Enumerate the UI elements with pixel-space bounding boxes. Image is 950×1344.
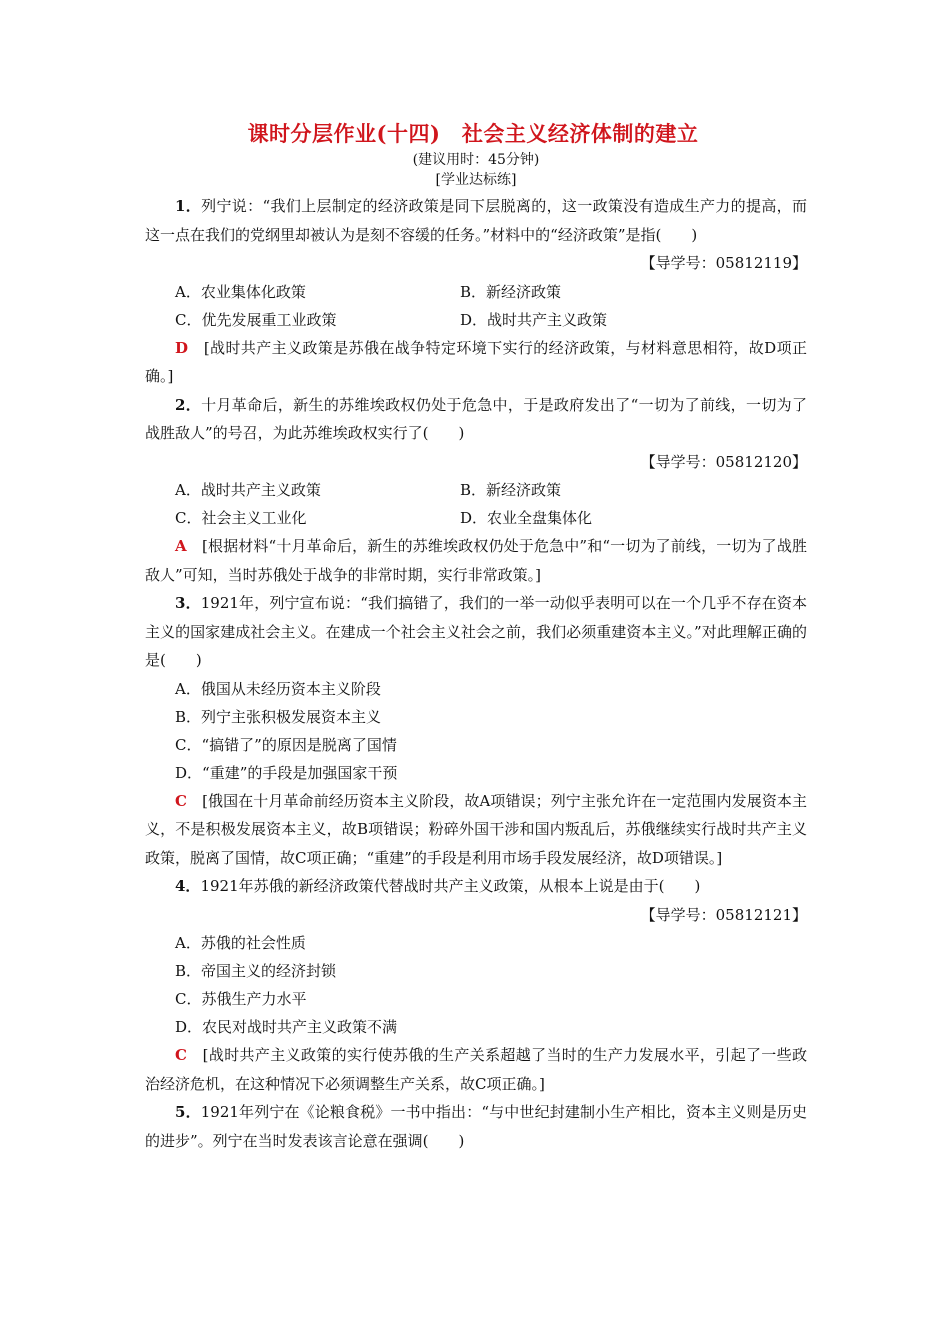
option-c: C．苏俄生产力水平 — [175, 990, 307, 1008]
question-3 — [145, 589, 807, 872]
option-d: D．农业全盘集体化 — [460, 509, 593, 527]
question-stem — [145, 192, 807, 249]
option-a: A．俄国从未经历资本主义阶段 — [175, 679, 381, 698]
answer-letter: C — [175, 791, 187, 810]
question-number: 4． — [175, 877, 201, 895]
explanation-text: [战时共产主义政策的实行使苏俄的生产关系超越了当时的生产力发展水平，引起了一些政治经济危机，在这种情况下必须调整生产关系，故C项正确。] — [145, 1046, 807, 1093]
option-c: C．社会主义工业化 — [175, 509, 307, 527]
question-5 — [145, 1098, 807, 1155]
time-note: (建议用时：45分钟) — [412, 152, 540, 168]
answer-letter: D — [175, 338, 189, 357]
option-a: A．战时共产主义政策 — [175, 481, 321, 499]
option-d: D．农民对战时共产主义政策不满 — [175, 1018, 398, 1036]
answer-explanation — [145, 334, 807, 391]
guide-number: 【导学号：05812120】 — [640, 452, 807, 471]
answer-explanation — [145, 787, 807, 873]
question-number: 1． — [175, 197, 202, 215]
option-b: B．新经济政策 — [460, 282, 562, 301]
option-b: B．帝国主义的经济封锁 — [175, 962, 337, 980]
question-number: 3． — [175, 594, 201, 612]
section-heading: [学业达标练] — [435, 172, 517, 188]
question-1 — [145, 192, 807, 391]
option-a: A．农业集体化政策 — [175, 282, 306, 301]
question-text: 列宁说：“我们上层制定的经济政策是同下层脱离的，这一政策没有造成生产力的提高，而这一点在我们的党纲里却被认为是刻不容缓的任务。”材料中的“经济政策”是指( ) — [145, 197, 807, 244]
question-text: 十月革命后，新生的苏维埃政权仍处于危急中，于是政府发出了“一切为了前线，一切为了战胜敌人”的号召，为此苏维埃政权实行了( ) — [145, 395, 807, 442]
question-4 — [145, 872, 807, 1098]
answer-letter: A — [175, 537, 187, 555]
question-text: 1921年，列宁宣布说：“我们搞错了，我们的一举一动似乎表明可以在一个几乎不存在资本主义的国家建成社会主义。在建成一个社会主义社会之前，我们必须重建资本主义。”对此理解正确的是( ) — [145, 594, 807, 669]
guide-number: 【导学号：05812119】 — [640, 254, 807, 272]
option-a: A．苏俄的社会性质 — [175, 934, 306, 952]
guide-number: 【导学号：05812121】 — [640, 905, 807, 924]
option-d: D．“重建”的手段是加强国家干预 — [175, 763, 398, 782]
explanation-text: [俄国在十月革命前经历资本主义阶段，故A项错误；列宁主张允许在一定范围内发展资本主义，不是积极发展资本主义，故B项错误；粉碎外国干涉和国内叛乱后，苏俄继续实行战时共产主义政策，脱离了国情，故C项正确；“重建”的手段是利用市场手段发展经济，故D项错误。] — [145, 791, 807, 867]
options — [145, 278, 807, 334]
answer-letter: C — [175, 1046, 187, 1064]
question-stem — [145, 1098, 807, 1155]
question-number: 5． — [175, 1103, 201, 1121]
question-text: 1921年苏俄的新经济政策代替战时共产主义政策，从根本上说是由于( ) — [200, 877, 701, 895]
question-number: 2． — [175, 395, 202, 414]
option-b: B．列宁主张积极发展资本主义 — [175, 707, 382, 726]
question-stem — [145, 391, 807, 448]
document-page — [145, 118, 807, 1155]
answer-explanation — [145, 1041, 807, 1098]
option-c: C．优先发展重工业政策 — [175, 310, 337, 329]
option-c: C．“搞错了”的原因是脱离了国情 — [175, 735, 397, 754]
option-d: D．战时共产主义政策 — [460, 310, 608, 329]
question-text: 1921年列宁在《论粮食税》一书中指出：“与中世纪封建制小生产相比，资本主义则是历史的进步”。列宁在当时发表该言论意在强调( ) — [145, 1103, 807, 1150]
explanation-text: [根据材料“十月革命后，新生的苏维埃政权仍处于危急中”和“一切为了前线，一切为了战胜敌人”可知，当时苏俄处于战争的非常时期，实行非常政策。] — [145, 537, 807, 584]
question-stem — [145, 589, 807, 675]
question-stem — [145, 872, 807, 901]
answer-explanation — [145, 532, 807, 589]
page-title: 课时分层作业(十四) 社会主义经济体制的建立 — [247, 121, 699, 146]
question-2 — [145, 391, 807, 590]
option-b: B．新经济政策 — [460, 481, 562, 499]
explanation-text: [战时共产主义政策是苏俄在战争特定环境下实行的经济政策，与材料意思相符，故D项正确。] — [145, 338, 807, 385]
options — [145, 476, 807, 532]
